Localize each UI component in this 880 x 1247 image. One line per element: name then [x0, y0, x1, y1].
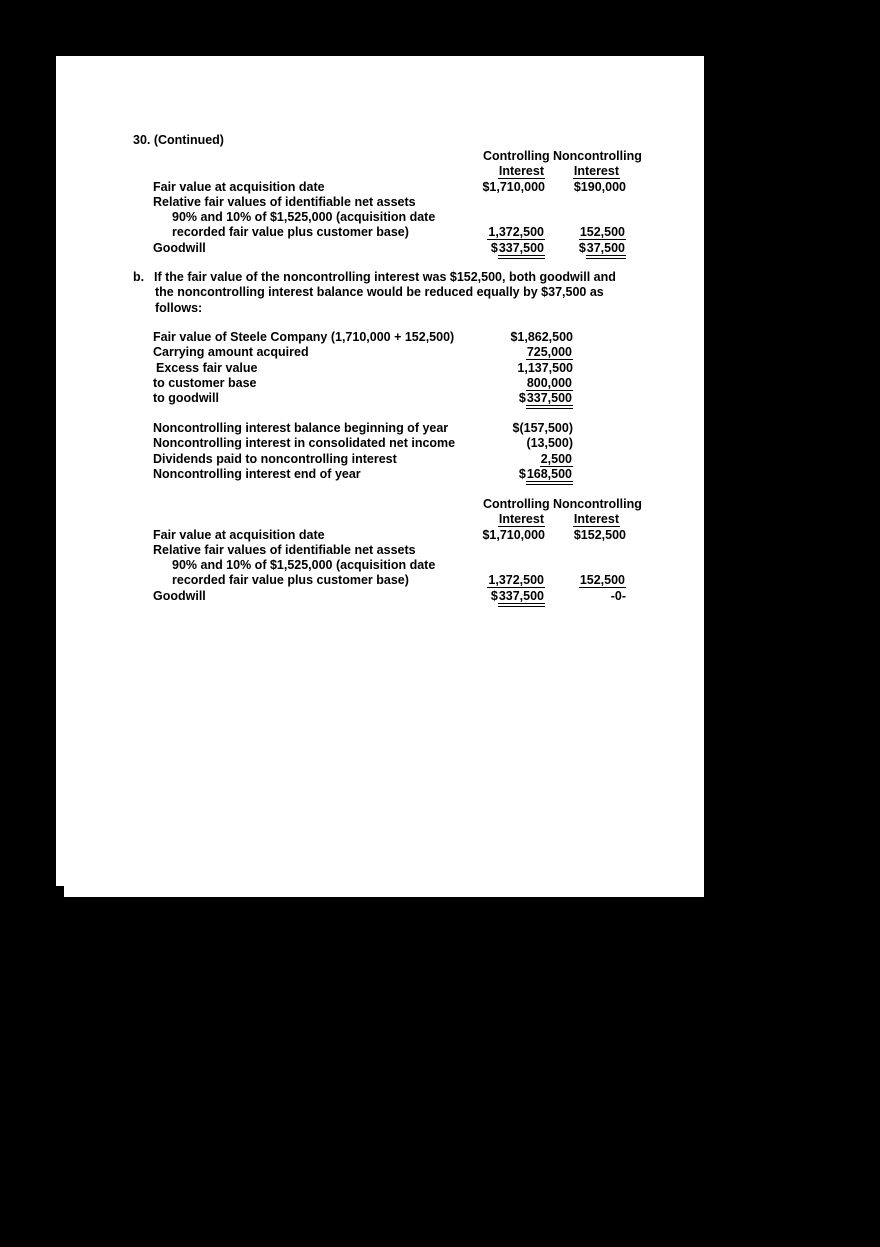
row-label: Noncontrolling interest balance beginning of year [153, 421, 449, 435]
table-row [56, 467, 704, 482]
noncontrolling-amount: -0- [610, 588, 626, 603]
row-label: Noncontrolling interest end of year [153, 466, 361, 481]
amount [437, 452, 573, 467]
underlined-amount: 725,000 [526, 345, 572, 360]
underlined-amount: 1,372,500 [488, 225, 544, 240]
currency-symbol: $ [518, 391, 526, 406]
page-corner-notch [56, 886, 64, 897]
noncontrolling-header: Noncontrolling [553, 497, 642, 511]
noncontrolling-amount [526, 241, 626, 259]
table-row [56, 573, 704, 588]
currency-symbol: $ [518, 466, 526, 481]
column-header-row [56, 497, 704, 512]
amount [437, 376, 573, 391]
column-subheader-row [56, 512, 704, 527]
table-row [56, 330, 704, 345]
underlined-amount: 152,500 [579, 225, 625, 240]
paragraph-line [56, 270, 704, 285]
row-label: Relative fair values of identifiable net assets [153, 542, 416, 557]
interest-label: Interest [573, 512, 619, 527]
amount [437, 345, 573, 360]
allocation-table-a [56, 149, 704, 256]
noncontrolling-amount: $152,500 [573, 527, 626, 542]
amount [437, 391, 573, 409]
column-subheader-row [56, 164, 704, 179]
controlling-amount: $1,710,000 [482, 179, 545, 194]
interest-label: Interest [498, 512, 544, 527]
interest-label: Interest [498, 164, 544, 179]
table-row [56, 241, 704, 256]
row-label: Relative fair values of identifiable net assets [153, 194, 416, 209]
double-underlined-amount: 37,500 [586, 242, 626, 259]
row-label: Carrying amount acquired [153, 345, 309, 360]
controlling-amount [409, 589, 545, 607]
row-label: to goodwill [153, 391, 219, 406]
allocation-table-b [56, 497, 704, 604]
amount: $1,862,500 [510, 330, 573, 344]
paragraph-text: follows: [155, 300, 203, 315]
underlined-amount: 152,500 [579, 573, 625, 588]
row-label: Dividends paid to noncontrolling interest [153, 451, 397, 466]
table-row [56, 391, 704, 406]
row-label: recorded fair value plus customer base) [172, 573, 409, 588]
underlined-amount: 800,000 [526, 375, 572, 390]
controlling-amount [409, 241, 545, 259]
noncontrolling-amount: $190,000 [573, 179, 626, 194]
table-row [56, 543, 704, 558]
noncontrolling-amount [526, 573, 626, 588]
problem-heading: 30. (Continued) [133, 133, 224, 147]
item-b-paragraph [56, 270, 704, 316]
row-label: Fair value at acquisition date [153, 527, 325, 542]
noncontrolling-interest-header [526, 164, 620, 179]
underlined-amount: 1,372,500 [488, 573, 544, 588]
row-label: Fair value of Steele Company (1,710,000 + 152,500) [153, 330, 455, 344]
row-label: Goodwill [153, 240, 206, 255]
table-row [56, 345, 704, 360]
interest-label: Interest [573, 164, 619, 179]
row-label: 90% and 10% of $1,525,000 (acquisition date [172, 558, 436, 573]
noncontrolling-interest-header [526, 512, 620, 527]
row-label: Fair value at acquisition date [153, 179, 325, 194]
table-row [56, 589, 704, 604]
row-label: to customer base [153, 375, 257, 390]
column-header-row [56, 149, 704, 164]
table-row [56, 436, 704, 451]
currency-symbol: $ [578, 240, 586, 255]
item-letter: b. [133, 270, 145, 284]
row-label: Excess fair value [156, 360, 258, 375]
paragraph-line [56, 301, 704, 316]
table-row [56, 225, 704, 240]
table-row [56, 195, 704, 210]
noncontrolling-amount [526, 225, 626, 240]
document-page [56, 56, 704, 897]
paragraph-text: the noncontrolling interest balance would be reduced equally by $37,500 as [155, 285, 604, 300]
table-row [56, 361, 704, 376]
table-row [56, 528, 704, 543]
amount: (13,500) [526, 436, 573, 451]
row-label: Goodwill [153, 588, 206, 603]
fair-value-schedule [56, 330, 704, 406]
controlling-amount: $1,710,000 [482, 527, 545, 542]
controlling-header: Controlling [483, 149, 550, 163]
double-underlined-amount: 337,500 [498, 590, 545, 607]
noncontrolling-header: Noncontrolling [553, 149, 642, 163]
controlling-interest-header [409, 164, 545, 179]
controlling-amount [409, 573, 545, 588]
amount [437, 467, 573, 485]
row-label: recorded fair value plus customer base) [172, 225, 409, 240]
table-row [56, 421, 704, 436]
double-underlined-amount: 337,500 [526, 392, 573, 409]
amount: 1,137,500 [517, 360, 573, 375]
table-row [56, 452, 704, 467]
controlling-header: Controlling [483, 497, 550, 511]
row-label: 90% and 10% of $1,525,000 (acquisition date [172, 210, 436, 225]
amount: $(157,500) [512, 421, 573, 435]
paragraph-text: If the fair value of the noncontrolling interest was $152,500, both goodwill and [154, 270, 616, 284]
controlling-amount [409, 225, 545, 240]
table-row [56, 210, 704, 225]
table-row [56, 180, 704, 195]
table-row [56, 376, 704, 391]
currency-symbol: $ [490, 588, 498, 603]
double-underlined-amount: 168,500 [526, 468, 573, 485]
table-row [56, 558, 704, 573]
underlined-amount: 2,500 [540, 451, 572, 466]
nci-rollforward-schedule [56, 421, 704, 482]
currency-symbol: $ [490, 240, 498, 255]
double-underlined-amount: 337,500 [498, 242, 545, 259]
row-label: Noncontrolling interest in consolidated net income [153, 436, 456, 451]
paragraph-line [56, 285, 704, 300]
controlling-interest-header [409, 512, 545, 527]
